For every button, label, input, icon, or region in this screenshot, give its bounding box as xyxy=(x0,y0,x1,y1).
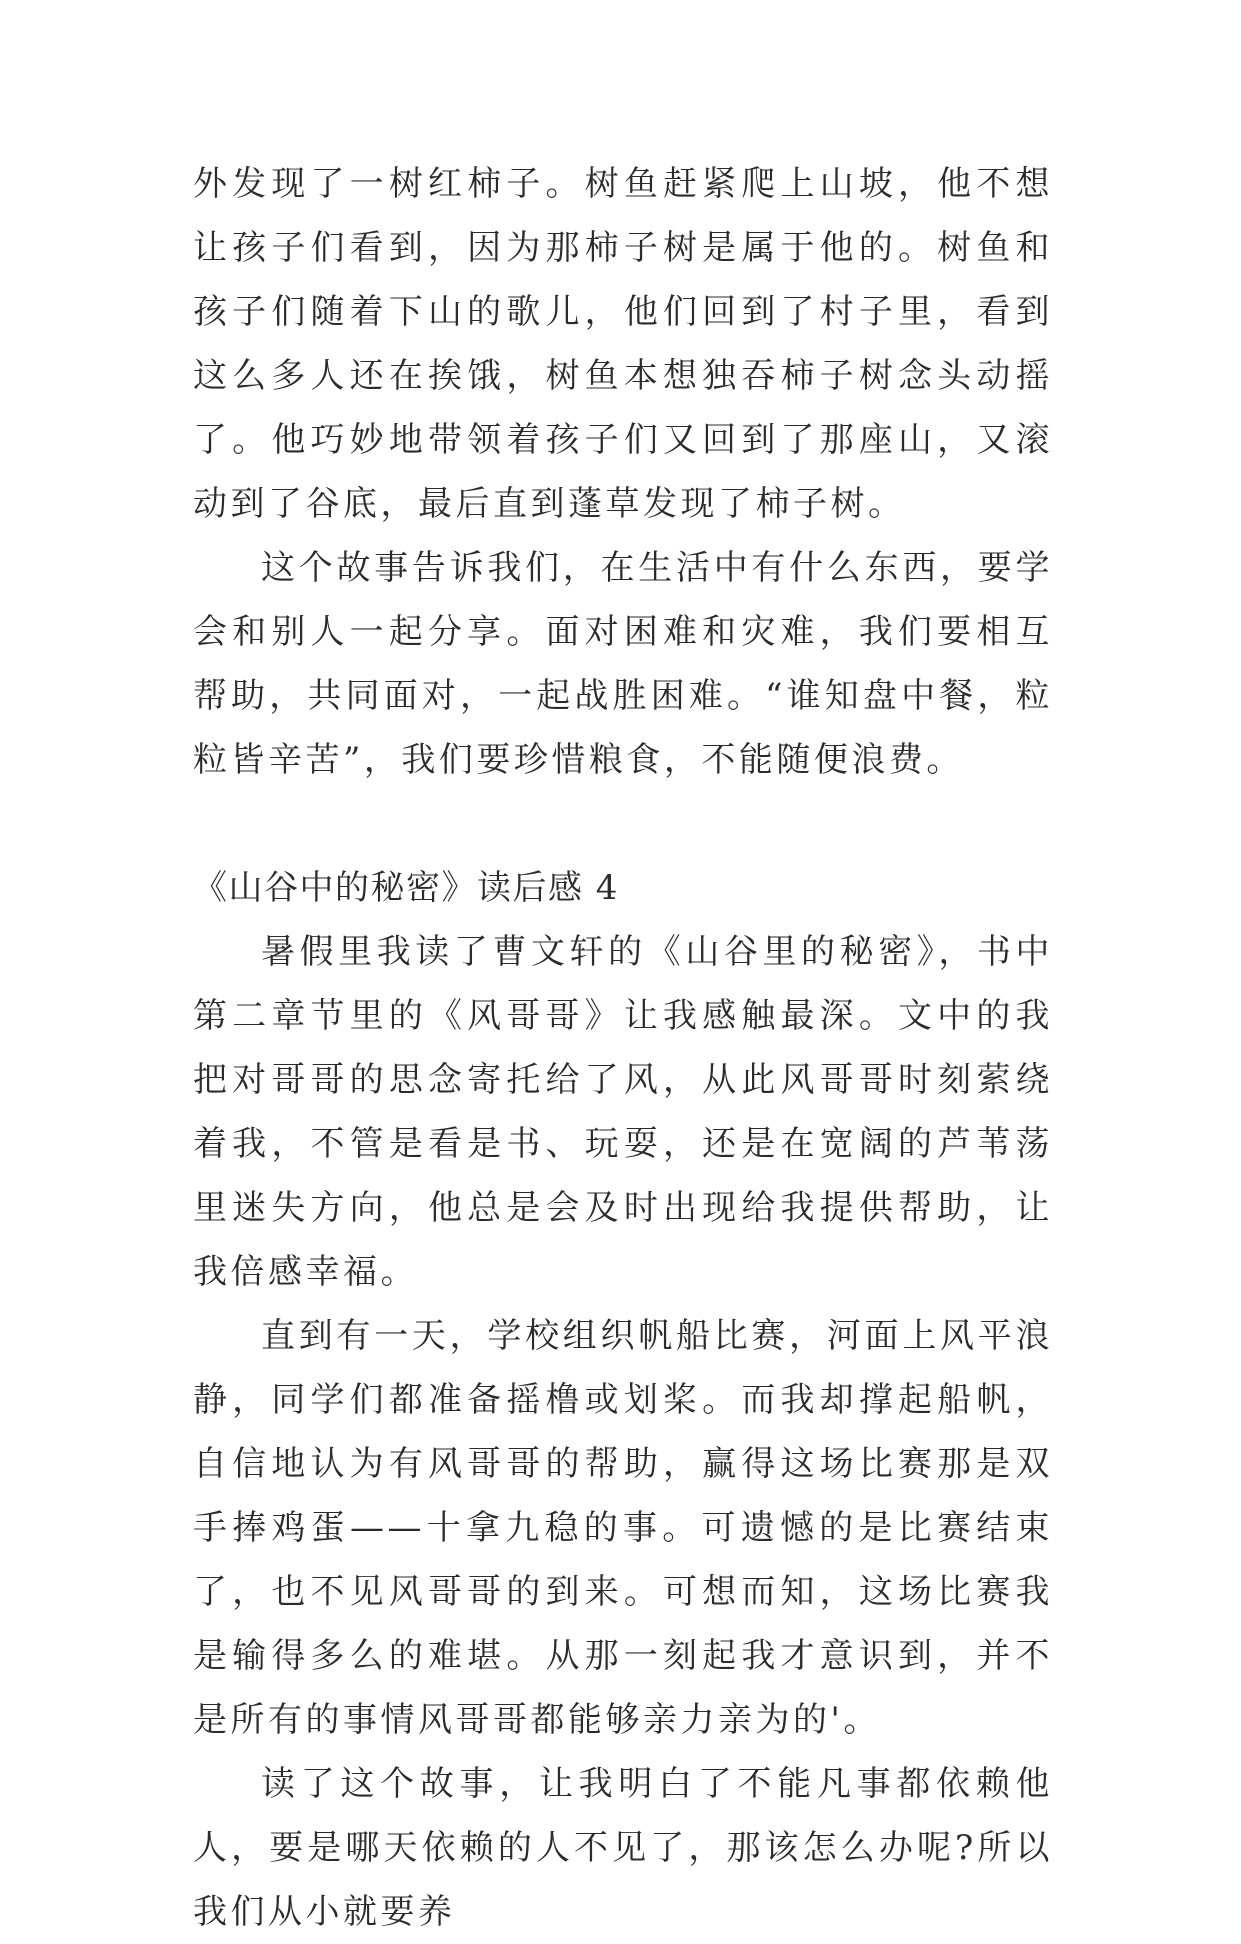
section-paragraph-1: 暑假里我读了曹文轩的《山谷里的秘密》，书中第二章节里的《风哥哥》让我感触最深。文中的我把对哥哥的思念寄托给了风，从此风哥哥时刻萦绕着我，不管是看是书、玩耍，还是在宽阔的芦苇荡里迷失方向，他总是会及时出现给我提供帮助，让我倍感幸福。 xyxy=(193,932,1053,1292)
section-paragraph-2: 直到有一天，学校组织帆船比赛，河面上风平浪静，同学们都准备摇橹或划桨。而我却撑起船帆，自信地认为有风哥哥的帮助，赢得这场比赛那是双手捧鸡蛋——十拿九稳的事。可遗憾的是比赛结束了，也不见风哥哥的到来。可想而知，这场比赛我是输得多么的难堪。从那一刻起我才意识到，并不是所有的事情风哥哥都能够亲力亲为的'。 xyxy=(193,1316,1053,1740)
section-gap xyxy=(193,792,1053,856)
paragraph-continuation: 外发现了一树红柿子。树鱼赶紧爬上山坡，他不想让孩子们看到，因为那柿子树是属于他的。树鱼和孩子们随着下山的歌儿，他们回到了村子里，看到这么多人还在挨饿，树鱼本想独吞柿子树念头动摇了。他巧妙地带领着孩子们又回到了那座山，又滚动到了谷底，最后直到蓬草发现了柿子树。 xyxy=(193,164,1053,524)
section-title: 《山谷中的秘密》读后感 4 xyxy=(193,868,619,908)
paragraph-moral: 这个故事告诉我们，在生活中有什么东西，要学会和别人一起分享。面对困难和灾难，我们要相互帮助，共同面对，一起战胜困难。“谁知盘中餐，粒粒皆辛苦”，我们要珍惜粮食，不能随便浪费。 xyxy=(193,548,1053,780)
document-body xyxy=(193,152,1053,1944)
section-paragraph-3: 读了这个故事，让我明白了不能凡事都依赖他人，要是哪天依赖的人不见了，那该怎么办呢?所以我们从小就要养 xyxy=(193,1764,1053,1932)
